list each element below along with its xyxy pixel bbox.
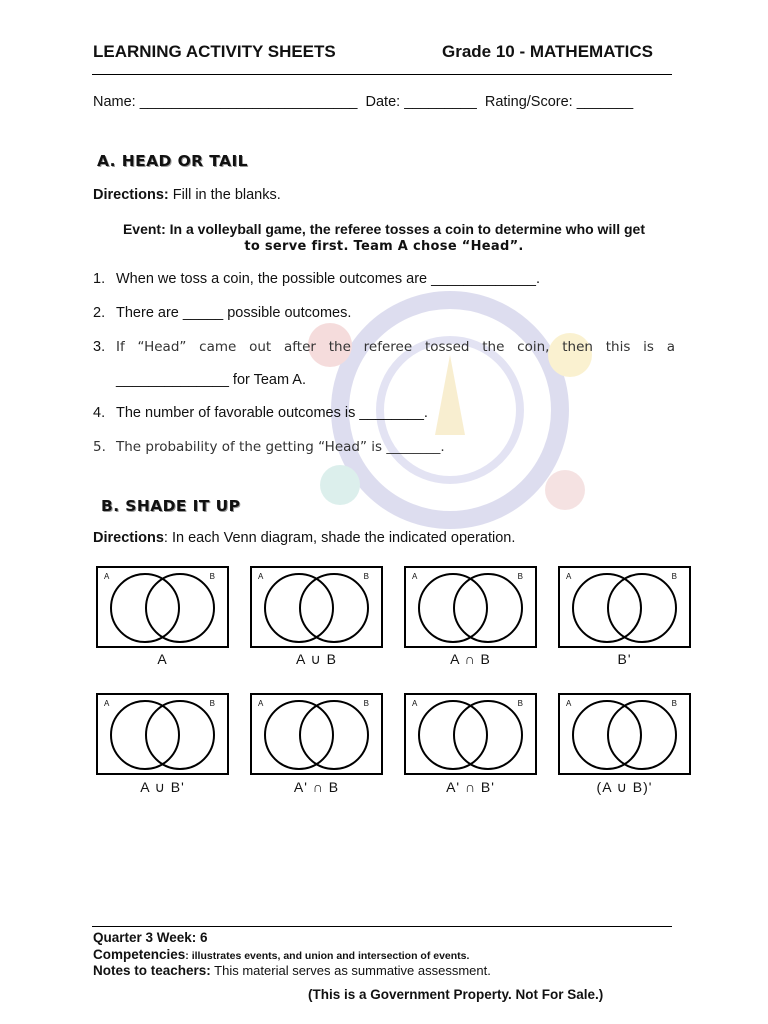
section-b-directions xyxy=(93,530,515,546)
question-text: When we toss a coin, the possible outcomes are _____________. xyxy=(116,271,540,287)
set-a-label: A xyxy=(104,572,110,581)
set-a-label: A xyxy=(412,699,418,708)
set-a-label: A xyxy=(258,572,264,581)
grade-subject: Grade 10 - MATHEMATICS xyxy=(442,42,653,61)
set-b-label: B xyxy=(209,699,215,708)
event-statement xyxy=(93,220,675,256)
venn-circles xyxy=(98,568,227,646)
event-line-1: Event: In a volleyball game, the referee tosses a coin to determine who will get xyxy=(122,221,646,237)
question-number: 5. xyxy=(93,439,106,455)
question-number: 2. xyxy=(93,305,106,321)
venn-caption: A ∩ B xyxy=(450,651,491,667)
set-b-label: B xyxy=(209,572,215,581)
venn-diagram xyxy=(404,566,537,648)
question-number: 1. xyxy=(93,271,106,287)
set-a-label: A xyxy=(566,699,572,708)
notes-text: This material serves as summative assessment. xyxy=(210,963,491,978)
directions-text: Fill in the blanks. xyxy=(168,187,281,203)
venn-diagram xyxy=(96,566,229,648)
directions-label: Directions xyxy=(93,530,164,546)
event-line-2: to serve first. Team A chose “Head”. xyxy=(244,239,524,254)
venn-caption: A' ∩ B xyxy=(293,779,340,795)
venn-diagram xyxy=(250,566,383,648)
competencies-text: : illustrates events, and union and intersection of events. xyxy=(185,950,470,962)
set-b-label: B xyxy=(363,572,369,581)
venn-diagram xyxy=(96,693,229,775)
set-b-label: B xyxy=(517,699,523,708)
property-notice: (This is a Government Property. Not For Sale.) xyxy=(308,987,604,1002)
venn-caption: B' xyxy=(617,651,632,667)
venn-circles xyxy=(560,695,689,773)
set-a-label: A xyxy=(258,699,264,708)
quarter-week: Quarter 3 Week: 6 xyxy=(93,930,208,945)
footer-divider xyxy=(92,926,672,927)
question-text: There are _____ possible outcomes. xyxy=(116,305,352,321)
teacher-notes xyxy=(93,963,491,978)
venn-caption: A ∪ B' xyxy=(140,779,185,795)
section-b-title: B. SHADE IT UP xyxy=(101,497,241,515)
venn-diagram xyxy=(250,693,383,775)
venn-circles xyxy=(406,695,535,773)
venn-caption: (A ∪ B)' xyxy=(596,779,653,795)
venn-circles xyxy=(406,568,535,646)
set-b-label: B xyxy=(363,699,369,708)
venn-circles xyxy=(252,695,381,773)
set-a-label: A xyxy=(566,572,572,581)
competencies-label: Competencies xyxy=(93,947,186,962)
question-1 xyxy=(93,271,675,287)
set-a-label: A xyxy=(104,699,110,708)
set-a-label: A xyxy=(412,572,418,581)
sheet-title: LEARNING ACTIVITY SHEETS xyxy=(93,42,336,61)
question-text: The number of favorable outcomes is ________. xyxy=(116,405,428,421)
set-b-label: B xyxy=(517,572,523,581)
section-a-title: A. HEAD OR TAIL xyxy=(97,152,248,170)
question-text: The probability of the getting “Head” is ________. xyxy=(116,439,445,455)
venn-circles xyxy=(252,568,381,646)
question-text: ______________ for Team A. xyxy=(116,372,307,388)
set-b-label: B xyxy=(671,699,677,708)
competencies xyxy=(93,947,469,962)
venn-circles xyxy=(560,568,689,646)
student-fields: Name: ___________________________ Date: _________ Rating/Score: _______ xyxy=(93,94,634,110)
question-text: If “Head” came out after the referee tossed the coin, then this is a xyxy=(116,339,675,355)
directions-text: : In each Venn diagram, shade the indicated operation. xyxy=(163,530,516,546)
venn-caption: A ∪ B xyxy=(296,651,337,667)
notes-label: Notes to teachers: xyxy=(93,963,211,978)
venn-diagram xyxy=(404,693,537,775)
question-number: 3. xyxy=(93,339,106,355)
question-number: 4. xyxy=(93,405,106,421)
header-divider xyxy=(92,74,672,75)
question-4 xyxy=(93,405,675,421)
venn-diagram xyxy=(558,693,691,775)
venn-circles xyxy=(98,695,227,773)
venn-diagram xyxy=(558,566,691,648)
directions-label: Directions: xyxy=(93,187,169,203)
question-3-continuation xyxy=(93,372,675,388)
question-5 xyxy=(93,439,675,455)
venn-caption: A xyxy=(157,651,168,667)
set-b-label: B xyxy=(671,572,677,581)
venn-caption: A' ∩ B' xyxy=(446,779,495,795)
section-a-directions xyxy=(93,187,281,203)
question-3 xyxy=(93,339,675,355)
question-2 xyxy=(93,305,675,321)
